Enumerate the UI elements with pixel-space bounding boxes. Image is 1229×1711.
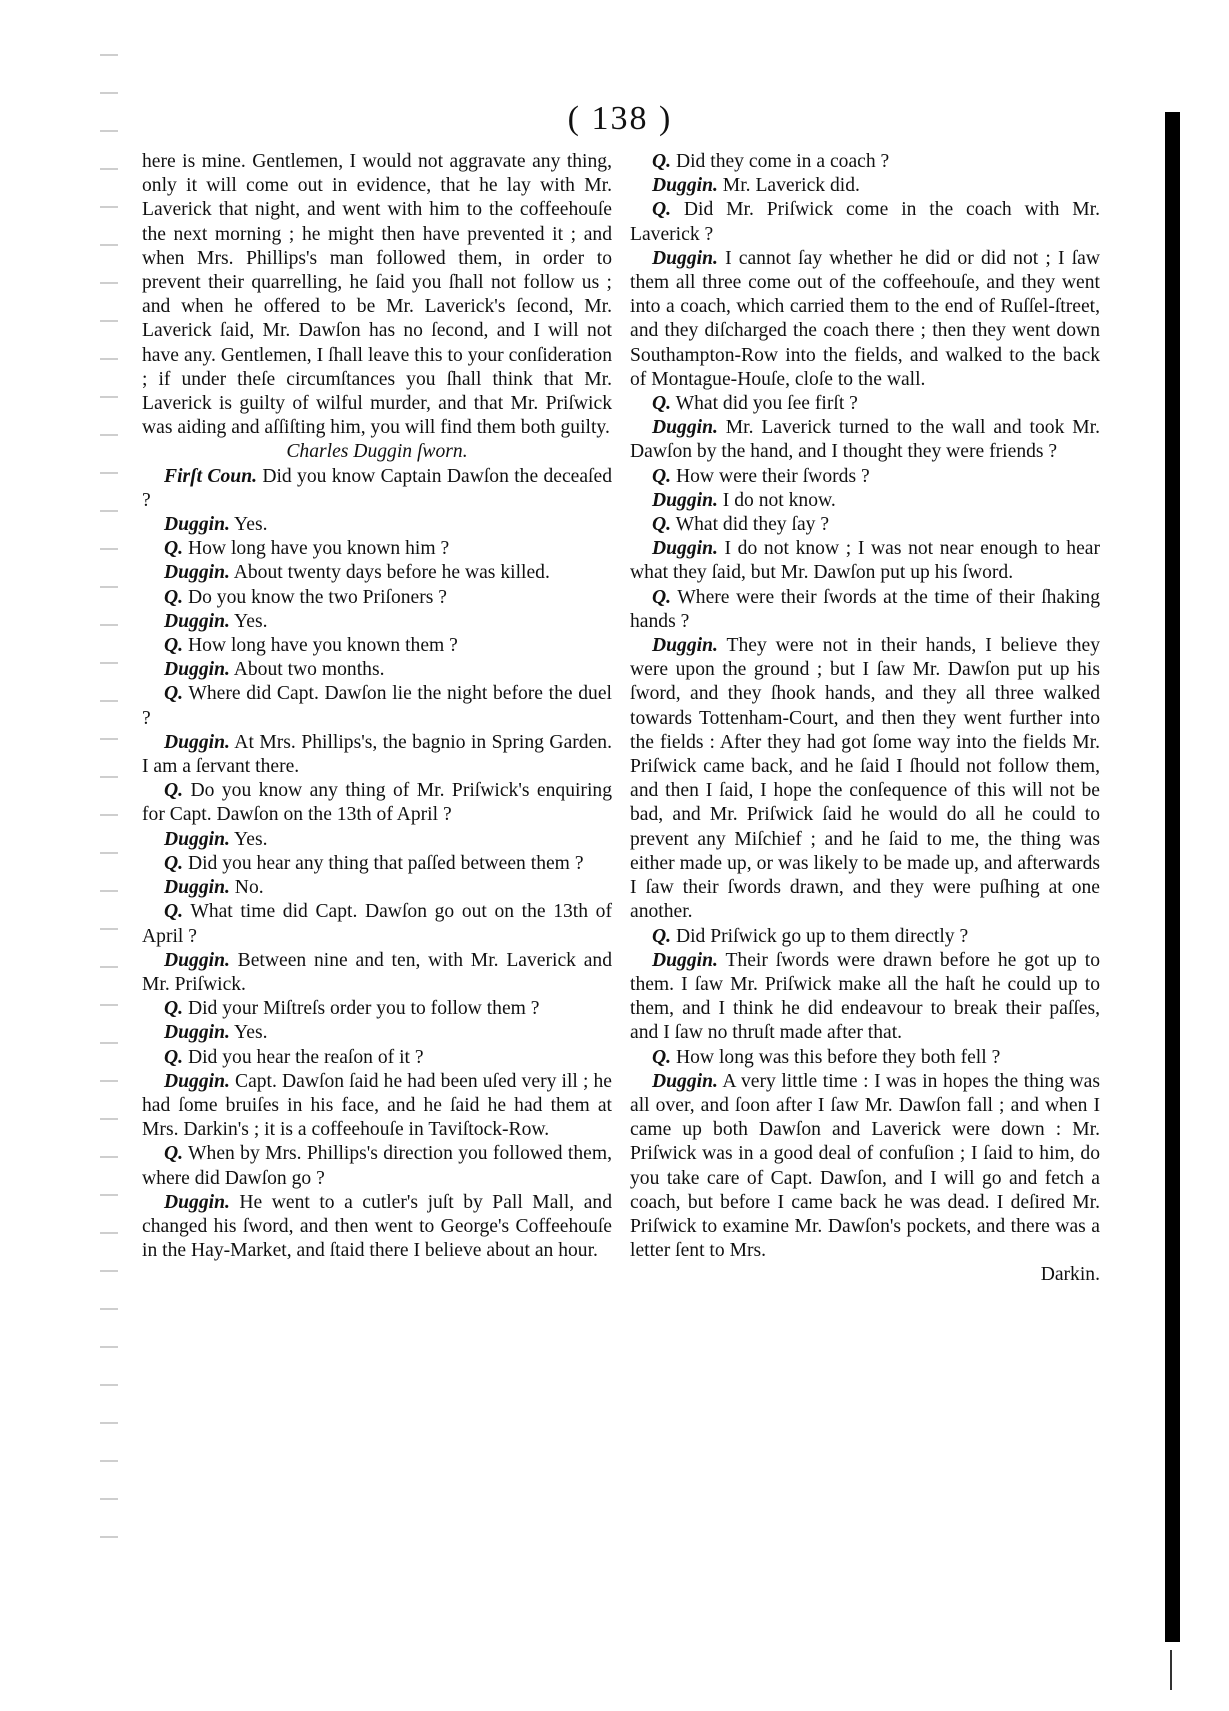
paragraph-text: How long have you known him ?	[183, 538, 450, 560]
paragraph	[142, 779, 612, 827]
paragraph	[630, 174, 1100, 198]
paragraph-text: What time did Capt. Dawſon go out on the 13th of April ?	[142, 901, 612, 947]
speaker-label: Duggin.	[652, 635, 718, 657]
paragraph	[630, 392, 1100, 416]
speaker-label: Q.	[652, 199, 672, 221]
paragraph-text: Mr. Laverick did.	[717, 175, 860, 197]
paragraph-text: Did they come in a coach ?	[671, 151, 890, 172]
paragraph	[142, 731, 612, 779]
page-number: ( 138 )	[567, 100, 673, 137]
page-edge-shadow	[1165, 112, 1180, 1642]
paragraph-text: What did you ſee firſt ?	[671, 393, 858, 415]
paragraph-text: A very little time : I was in hopes the thing was all over, and ſoon after I ſaw Mr. Dawſon fall ; and when I came up both Dawſon and Laverick were down : Mr. Priſwick was in a good deal of confuſion ; I ſaid to him, do you take care of Capt. Dawſon, and I will go and fetch a coach, but before I came back he was dead. I deſired Mr. Priſwick to examine Mr. Dawſon's pockets, and there was a letter ſent to Mrs.	[630, 1070, 1100, 1262]
paragraph-text: How long have you known them ?	[183, 635, 458, 657]
paragraph-text: here is mine. Gentlemen, I would not aggravate any thing, only it will come out in evidence, that he lay with Mr. Laverick that night, and went with him to the coffeehouſe the next morning ; he might then have prevented it ; and when Mrs. Phillips's man followed them, in order to prevent their quarrelling, he ſaid you ſhall not follow us ; and when he offered to be Mr. Laverick's ſecond, Mr. Laverick ſaid, Mr. Dawſon has no ſecond, and I will not have any. Gentlemen, I ſhall leave this to your conſideration ; if under theſe circumſtances you ſhall think that Mr. Laverick is guilty of wilful murder, and that Mr. Priſwick was aiding and aſſiſting him, you will find them both guilty.	[142, 151, 612, 439]
paragraph	[142, 828, 612, 852]
speaker-label: Q.	[652, 465, 672, 487]
paragraph-text: Did you know Captain Dawſon the deceaſed ?	[142, 465, 612, 511]
catchword: Darkin.	[1040, 1264, 1100, 1286]
paragraph-text: How long was this before they both fell ?	[671, 1046, 1001, 1068]
paragraph	[142, 1142, 612, 1190]
speaker-label: Duggin.	[652, 538, 718, 560]
paragraph	[142, 440, 612, 464]
speaker-label: Duggin.	[164, 828, 230, 850]
paragraph	[630, 150, 1100, 174]
paragraph-text: Where did Capt. Dawſon lie the night before the duel ?	[142, 683, 612, 729]
speaker-label: Q.	[652, 1046, 672, 1068]
paragraph-text: I do not know.	[717, 489, 836, 511]
speaker-label: Q.	[164, 586, 184, 608]
paragraph	[630, 586, 1100, 634]
paragraph	[142, 1070, 612, 1143]
paragraph-text: Yes.	[229, 610, 268, 632]
paragraph	[142, 1191, 612, 1264]
paragraph-text: About two months.	[229, 659, 385, 681]
speaker-label: Duggin.	[164, 877, 230, 899]
paragraph	[142, 537, 612, 561]
speaker-label: Q.	[652, 514, 672, 536]
speaker-label: Duggin.	[164, 731, 230, 753]
speaker-label: Duggin.	[652, 1070, 718, 1092]
paragraph-text: They were not in their hands, I believe they were upon the ground ; but I ſaw Mr. Dawſon put up his ſword, and they ſhook hands, and they all three walked towards Tottenham-Court, and then they went further into the fields : After they had got ſome way into the fields Mr. Priſwick came back, and he ſaid I ſhould not follow them, and then I ſaid, I hope the conſequence of this will not be bad, and Mr. Priſwick ſaid he would do all he could to prevent any Miſchief ; and he ſaid to me, the thing was either made up, or was likely to be made up, and afterwards I ſaw their ſwords drawn, and they were puſhing at one another.	[630, 635, 1100, 923]
speaker-label: Q.	[164, 901, 184, 923]
paragraph	[142, 900, 612, 948]
speaker-label: Duggin.	[164, 1191, 230, 1213]
paragraph	[142, 852, 612, 876]
left-column	[142, 150, 612, 1263]
speaker-label: Q.	[652, 586, 672, 608]
paragraph-text: Do you know the two Priſoners ?	[183, 586, 448, 608]
paragraph	[630, 1046, 1100, 1070]
speaker-label: Q.	[164, 683, 184, 705]
paragraph-text: When by Mrs. Phillips's direction you followed them, where did Dawſon go ?	[142, 1143, 612, 1189]
speaker-label: Firſt Coun.	[164, 465, 257, 487]
paragraph	[142, 586, 612, 610]
speaker-label: Duggin.	[652, 247, 718, 269]
paragraph-text: Capt. Dawſon ſaid he had been uſed very ill ; he had ſome bruiſes in his face, and he ſaid he had them at Mrs. Darkin's ; it is a coffeehouſe in Taviſtock-Row.	[142, 1070, 612, 1141]
paragraph	[630, 416, 1100, 464]
paragraph-text: How were their ſwords ?	[671, 465, 870, 487]
speaker-label: Duggin.	[164, 659, 230, 681]
speaker-label: Duggin.	[164, 1070, 230, 1092]
speaker-label: Q.	[164, 998, 184, 1020]
speaker-label: Q.	[164, 538, 184, 560]
paragraph	[630, 489, 1100, 513]
speaker-label: Duggin.	[164, 514, 230, 536]
paragraph	[142, 150, 612, 440]
paragraph	[630, 1070, 1100, 1264]
paragraph-text: At Mrs. Phillips's, the bagnio in Spring Garden. I am a ſervant there.	[142, 731, 612, 778]
paragraph	[630, 247, 1100, 392]
paragraph	[142, 561, 612, 585]
paragraph	[630, 198, 1100, 246]
bottom-edge-mark	[1170, 1650, 1172, 1690]
paragraph-text: He went to a cutler's juſt by Pall Mall, and changed his ſword, and then went to George's Coffeehouſe in the Hay-Market, and ſtaid there I believe about an hour.	[142, 1191, 612, 1262]
paragraph	[630, 925, 1100, 949]
paragraph	[142, 997, 612, 1021]
paragraph-text: Do you know any thing of Mr. Priſwick's enquiring for Capt. Dawſon on the 13th of April ?	[142, 780, 612, 826]
speaker-label: Q.	[164, 635, 184, 657]
speaker-label: Duggin.	[652, 417, 718, 439]
paragraph	[142, 610, 612, 634]
paragraph	[142, 658, 612, 682]
speaker-label: Q.	[164, 1143, 184, 1165]
speaker-label: Duggin.	[652, 175, 718, 197]
speaker-label: Q.	[652, 151, 672, 172]
speaker-label: Q.	[652, 925, 672, 947]
paragraph-text: Did you hear any thing that paſſed between them ?	[183, 852, 584, 874]
speaker-label: Duggin.	[164, 1022, 230, 1044]
paragraph-text: Yes.	[229, 514, 268, 536]
paragraph-text: Did Mr. Priſwick come in the coach with Mr. Laverick ?	[630, 199, 1100, 245]
speaker-label: Q.	[164, 852, 184, 874]
paragraph-text: Charles Duggin ſworn.	[286, 441, 468, 463]
speaker-label: Duggin.	[652, 949, 718, 971]
paragraph	[142, 682, 612, 730]
paragraph-text: Their ſwords were drawn before he got up to them. I ſaw Mr. Priſwick make all the haſt he could up to them, and I think he did endeavour to break their paſſes, and I ſaw no thruſt made after that.	[630, 949, 1100, 1044]
paragraph	[142, 634, 612, 658]
paragraph-text: Did you hear the reaſon of it ?	[183, 1046, 424, 1068]
paragraph	[630, 949, 1100, 1046]
paragraph-text: No.	[229, 877, 264, 899]
paragraph	[630, 634, 1100, 924]
paragraph-text: Where were their ſwords at the time of their ſhaking hands ?	[630, 586, 1100, 632]
right-column	[630, 150, 1100, 1288]
speaker-label: Duggin.	[164, 562, 230, 584]
paragraph-text: Between nine and ten, with Mr. Laverick and Mr. Priſwick.	[142, 949, 612, 995]
paragraph-text: Mr. Laverick turned to the wall and took Mr. Dawſon by the hand, and I thought they were friends ?	[630, 417, 1100, 463]
paragraph	[142, 1021, 612, 1045]
paragraph-text: Did your Miſtreſs order you to follow them ?	[183, 998, 540, 1020]
paragraph-text: About twenty days before he was killed.	[229, 562, 550, 584]
paragraph	[142, 1046, 612, 1070]
paragraph	[630, 513, 1100, 537]
binding-edge-marks	[100, 40, 118, 1540]
paragraph	[630, 537, 1100, 585]
paragraph-text: Yes.	[229, 828, 268, 850]
speaker-label: Duggin.	[164, 949, 230, 971]
paragraph-text: I do not know ; I was not near enough to hear what they ſaid, but Mr. Dawſon put up his ſword.	[630, 538, 1100, 584]
speaker-label: Q.	[652, 393, 672, 415]
paragraph	[142, 949, 612, 997]
paragraph-text: Did Priſwick go up to them directly ?	[671, 925, 969, 947]
speaker-label: Duggin.	[164, 610, 230, 632]
speaker-label: Q.	[164, 780, 184, 802]
paragraph	[142, 465, 612, 513]
paragraph-text: What did they ſay ?	[671, 514, 830, 536]
paragraph	[142, 513, 612, 537]
paragraph	[142, 876, 612, 900]
speaker-label: Duggin.	[652, 489, 718, 511]
paragraph	[630, 465, 1100, 489]
paragraph-text: I cannot ſay whether he did or did not ; I ſaw them all three come out of the coffeehouſe, and they went into a coach, which carried them to the end of Ruſſel-ſtreet, and they diſcharged the coach there ; then they went down Southampton-Row into the fields, and walked to the back of Montague-Houſe, cloſe to the wall.	[630, 247, 1100, 390]
speaker-label: Q.	[164, 1046, 184, 1068]
paragraph-text: Yes.	[229, 1022, 268, 1044]
